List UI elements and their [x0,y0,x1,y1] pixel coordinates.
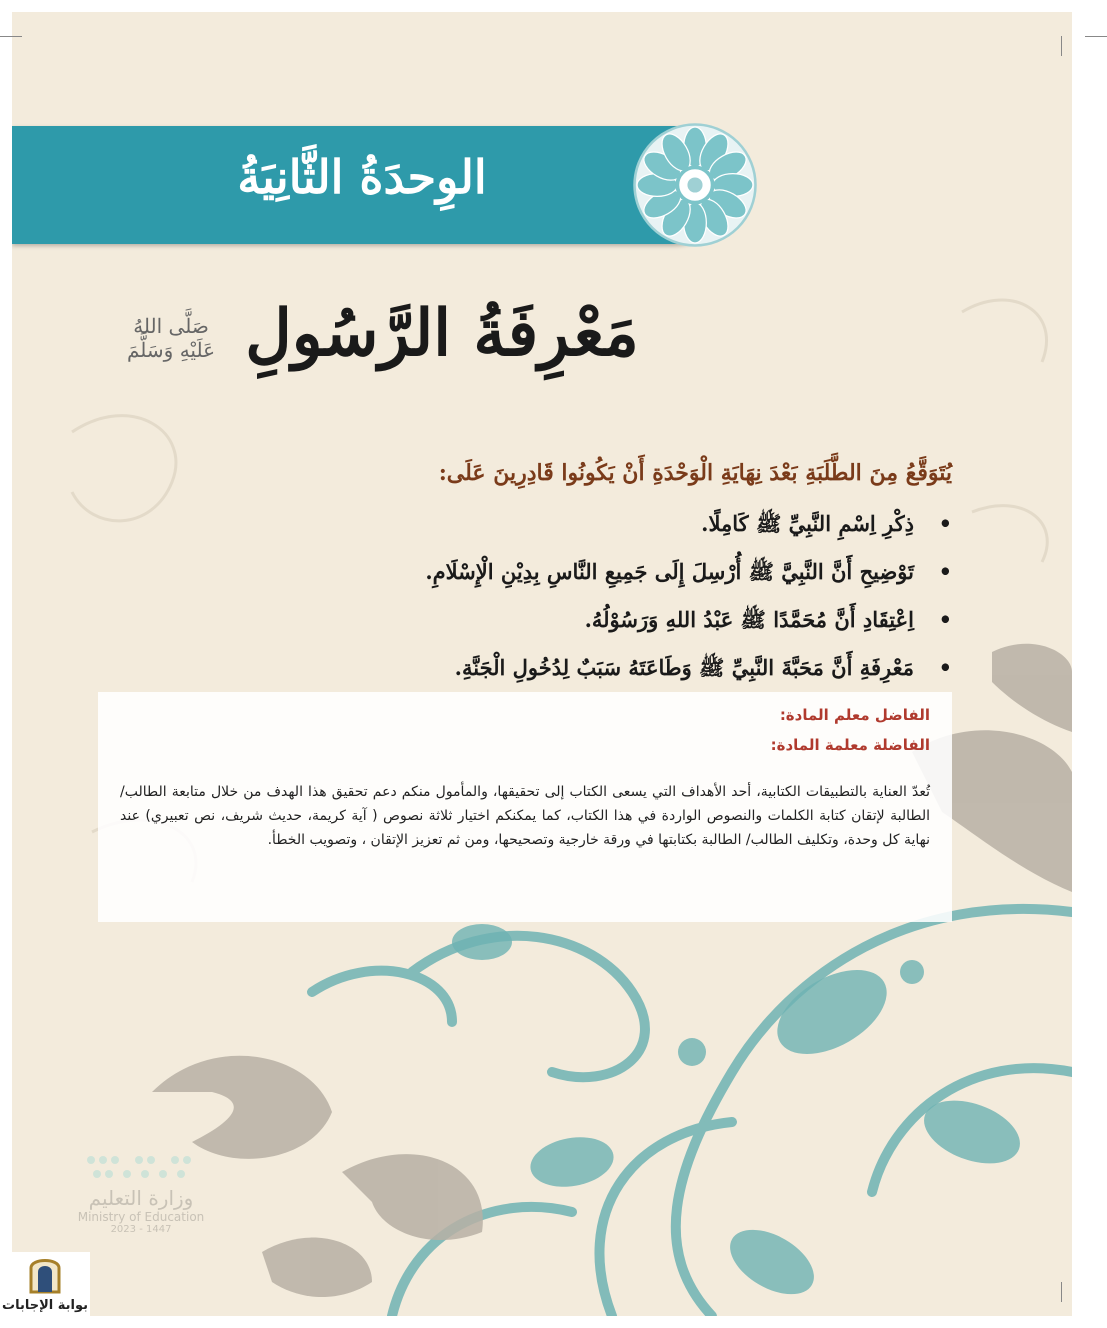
teacher-note-box [98,692,952,922]
ministry-logo-dots-icon [81,1152,201,1182]
teacher-note-body: تُعدّ العناية بالتطبيقات الكتابية، أحد الأهداف التي يسعى الكتاب إلى تحقيقها، والمأمول منكم دعم تحقيق هذا الهدف من خلال متابعة الطالب/ الطالبة لإتقان كتابة الكلمات والنصوص الواردة في هذا الكتاب، كما يمكنكم اختيار ثلاثة نصوص ( آية كريمة، حديث شريف، نص تعبيري) عند نهاية كل وحدة، وتكليف الطالب/ الطالبة بكتابتها في ورقة خارجية وتصحيحها، ومن ثم تعزيز الإتقان ، وتصويب الخطأ. [120,784,930,848]
objectives-heading: يُتَوَقَّعُ مِنَ الطَّلَبَةِ بَعْدَ نِهَايَةِ الْوَحْدَةِ أَنْ يَكُونُوا قَادِرِينَ عَلَى: [438,460,952,486]
bullet-icon: • [938,511,952,536]
mosque-door-icon [25,1252,65,1294]
bullet-icon: • [938,559,952,584]
teacher-male-field: الفاضل معلم المادة: [779,706,930,724]
unit-title: الوِحدَةُ الثَّانِيَةُ [237,150,487,204]
objective-item [232,508,952,556]
ministry-name-arabic: وزارة التعليم [88,1186,194,1210]
objective-item [232,556,952,604]
teacher-female-field: الفاضلة معلمة المادة: [770,736,930,754]
objective-text: اِعْتِقَادِ أَنَّ مُحَمَّدًا ﷺ عَبْدُ اللهِ وَرَسُوْلُهُ. [584,607,914,632]
watermark-label: بوابة الإجابات [2,1298,88,1313]
objective-text: مَعْرِفَةِ أَنَّ مَحَبَّةَ النَّبِيِّ ﷺ وَطَاعَتَهُ سَبَبٌ لِدُخُولِ الْجَنَّةِ. [454,655,914,680]
watermark-badge [0,1252,90,1318]
ministry-name-english: Ministry of Education [77,1210,205,1224]
crop-mark [1061,36,1062,56]
objectives-list [232,508,952,700]
objective-text: ذِكْرِ اِسْمِ النَّبِيِّ ﷺ كَامِلًا. [701,511,914,536]
bullet-icon: • [938,655,952,680]
crop-mark [1061,1282,1062,1302]
unit-banner [12,126,732,244]
bullet-icon: • [938,607,952,632]
crop-mark [1085,36,1107,37]
rosette-ornament-icon [632,122,758,248]
objective-item [232,604,952,652]
ministry-edition-year: 2023 - 1447 [110,1224,172,1235]
crop-mark [0,36,22,37]
honorific-calligraphy: صَلَّى اللهُ عَلَيْهِ وَسَلَّمَ [126,314,216,362]
objective-text: تَوْضِيحِ أَنَّ النَّبِيَّ ﷺ أُرْسِلَ إِلَى جَمِيعِ النَّاسِ بِدِيْنِ الْإِسْلَامِ. [425,559,914,584]
lesson-title: مَعْرِفَةُ الرَّسُولِ [245,296,639,371]
page [12,12,1072,1316]
ministry-logo [56,1152,226,1235]
